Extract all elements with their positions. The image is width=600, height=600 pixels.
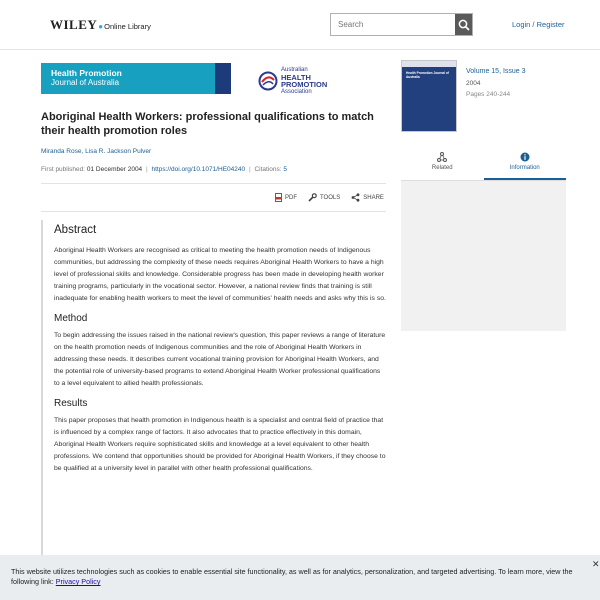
cover-title: Health Promotion Journal of Australia [406, 71, 449, 79]
ahpa-line4: Association [281, 88, 312, 95]
logo-wiley-text: WILEY [50, 17, 98, 32]
search-icon [458, 19, 470, 31]
wiley-logo[interactable] [50, 17, 151, 33]
tools-button[interactable] [308, 193, 340, 202]
search-button[interactable] [455, 14, 472, 35]
journal-cover[interactable] [401, 60, 457, 132]
login-register-link[interactable]: Login / Register [512, 20, 565, 29]
journal-banner-title: Health Promotion [51, 68, 122, 78]
issue-pages: Pages 240-244 [466, 91, 511, 98]
abstract-heading: Abstract [54, 224, 97, 236]
publication-info [41, 166, 287, 173]
journal-banner-subtitle: Journal of Australia [51, 78, 120, 87]
tools-label: TOOLS [320, 194, 341, 201]
separator: | [146, 166, 148, 173]
related-network-icon [437, 152, 447, 162]
first-published-date: 01 December 2004 [86, 166, 143, 173]
method-heading: Method [54, 313, 88, 324]
site-header [0, 0, 600, 50]
article-title: Aboriginal Health Workers: professional qualifications to match their health promotion roles [41, 111, 374, 137]
sidebar-tabs [401, 149, 566, 181]
journal-banner[interactable] [41, 63, 215, 94]
ahpa-line1: Australian [281, 67, 308, 73]
citations-count-link[interactable]: 5 [283, 166, 287, 173]
results-text: This paper proposes that health promotion in Indigenous health is a specialist and central field of practice that is influenced by a complex range of factors. It also advocates that to practice effectively in this domain, Aboriginal Health Workers require sophisticated skills and knowledge at a level equivalent to other health professions. We contend that opportunities should be provided for Aboriginal Health Workers, if they choose to be qualified at a university level in parallel with other health professional qualifications. [54, 417, 386, 472]
tab-related-label: Related [431, 165, 453, 171]
issue-volume-link[interactable]: Volume 15, Issue 3 [466, 68, 526, 75]
cookie-banner [0, 555, 600, 600]
share-button[interactable] [351, 193, 384, 202]
cookie-text: This website utilizes technologies such as cookies to enable essential site functionality, as well as for analytics, personalization, and targeted advertising. To learn more, view the following link: [11, 567, 573, 586]
information-panel [401, 181, 566, 331]
tab-related[interactable] [401, 149, 484, 180]
close-icon[interactable]: ✕ [592, 559, 600, 569]
tab-information-label: Information [509, 165, 540, 171]
wrench-icon [308, 193, 317, 202]
search-box [330, 13, 473, 36]
separator: | [248, 166, 251, 173]
issue-year: 2004 [466, 80, 481, 87]
results-heading: Results [54, 398, 88, 409]
pdf-label: PDF [285, 194, 297, 201]
cover-strip [402, 61, 456, 67]
share-label: SHARE [363, 194, 384, 201]
abstract-intro: Aboriginal Health Workers are recognised as critical to meeting the health promotion needs of Indigenous communities, but addressing the complexity of these needs requires Aboriginal Health Workers to have a high level of professional skills and knowledge. Considerable progress has been made in developing health worker training programs, particularly in the vocational sector. However, a national review finds that training is still inadequate for enabling health workers to meet the level of communities' health needs and asks why this is so. [54, 247, 386, 302]
pdf-icon [275, 193, 282, 202]
pdf-button[interactable] [275, 193, 297, 202]
share-icon [351, 193, 360, 202]
ahpa-logo[interactable] [258, 67, 327, 95]
cookie-message [11, 567, 589, 587]
tab-information[interactable] [484, 149, 567, 180]
logo-dot-icon: ● [98, 22, 104, 31]
divider [41, 183, 386, 184]
ahpa-logo-text [281, 67, 327, 95]
ahpa-swirl-icon [258, 71, 278, 91]
ahpa-line3: PROMOTION [281, 80, 328, 89]
article-toolbar [275, 193, 395, 202]
divider [41, 211, 386, 212]
logo-online-library-text: Online Library [104, 22, 151, 31]
citations-label: Citations: [254, 166, 284, 173]
method-text: To begin addressing the issues raised in the national review's question, this paper reviews a range of literature on the health promotion needs of Indigenous communities and the role of Aboriginal Health Workers in addressing these needs. It describes current vocational training provision for Aboriginal Health Workers, and the potential role of university-based programs to extend Aboriginal Health Worker professional qualifications to a level equivalent to allied health professionals. [54, 332, 386, 387]
abstract-section [41, 220, 386, 560]
search-input[interactable] [331, 14, 455, 35]
privacy-policy-link[interactable]: Privacy Policy [55, 577, 101, 586]
doi-link[interactable]: https://doi.org/10.1071/HE04240 [151, 166, 246, 173]
article-authors[interactable]: Miranda Rose, Lisa R. Jackson Pulver [41, 148, 152, 155]
first-published-label: First published: [41, 166, 86, 173]
ahpa-line2: HEALTH [281, 72, 311, 82]
info-icon [520, 152, 530, 162]
journal-banner-accent [215, 63, 231, 94]
